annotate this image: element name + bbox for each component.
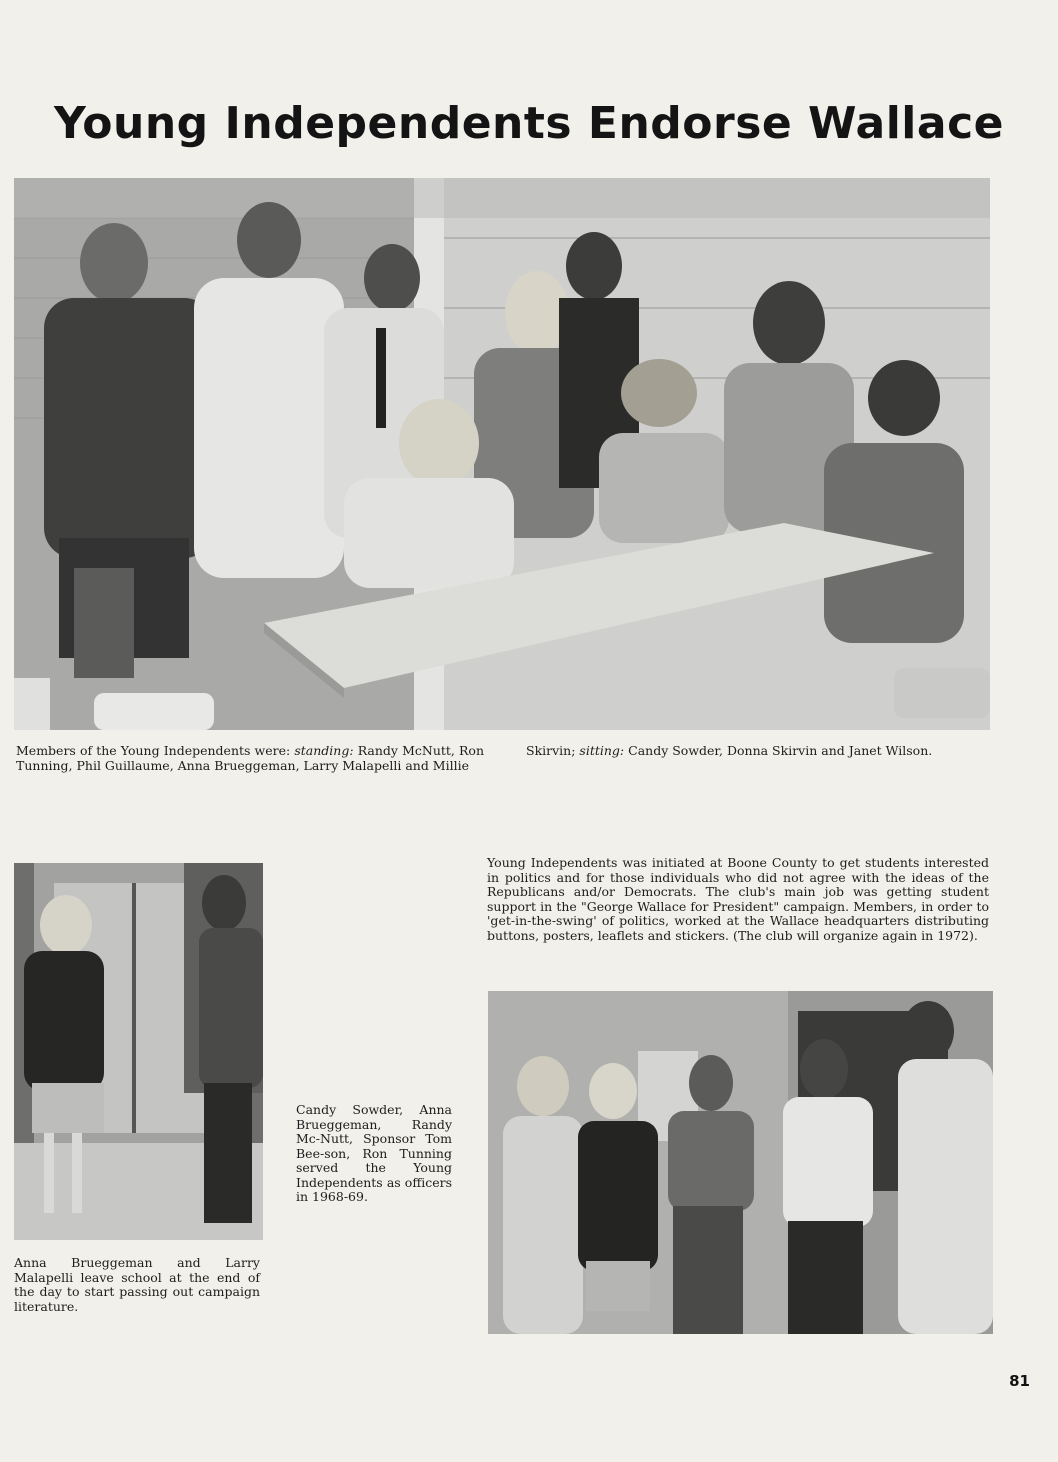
- body-text: Young Independents was initiated at Boone County to get students interested in politics and for those individuals who did not agree with the ideas of the Republicans and/or Democrats. The club's main job was getting student support in the "George Wallace for President" campaign. Members, in order to 'get-in-the-swing' of politics, worked at the Wallace headquarters distributing buttons, posters, leaflets and stickers. (The club will organize again in 1972).: [487, 855, 989, 943]
- caption-intro: Members of the Young Independents were:: [16, 743, 291, 758]
- caption-sitting-label: sitting:: [579, 743, 625, 758]
- caption-standing-label: standing:: [294, 743, 354, 758]
- group-photo-image: [14, 178, 990, 730]
- door-photo-image: [14, 863, 263, 1240]
- group-photo-caption-right: [526, 744, 966, 759]
- group-photo: [14, 178, 990, 730]
- door-photo: [14, 863, 263, 1240]
- officers-photo-image: [488, 991, 993, 1334]
- caption-sitting-names: Candy Sowder, Donna Skirvin and Janet Wilson.: [628, 743, 933, 758]
- door-photo-caption: Anna Brueggeman and Larry Malapelli leave school at the end of the day to start passing out campaign literature.: [14, 1255, 260, 1314]
- caption-continuation: Skirvin;: [526, 743, 576, 758]
- officers-caption: Candy Sowder, Anna Brueggeman, Randy Mc-Nutt, Sponsor Tom Bee-son, Ron Tunning served the Young Independents as officers in 1968-69.: [296, 1102, 452, 1204]
- page-title: Young Independents Endorse Wallace: [53, 98, 1004, 149]
- officers-photo: [488, 991, 993, 1334]
- page-number: 81: [1009, 1372, 1030, 1390]
- group-photo-caption-left: [16, 744, 484, 773]
- caption-standing-names: Randy McNutt, Ron Tunning, Phil Guillaume, Anna Brueggeman, Larry Malapelli and Millie: [16, 743, 484, 773]
